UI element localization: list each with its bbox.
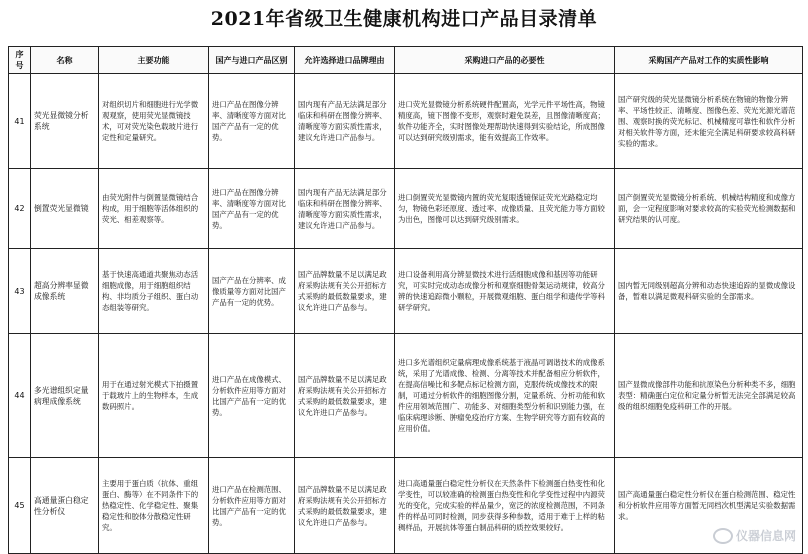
page-title: 2021年省级卫生健康机构进口产品目录清单 bbox=[210, 8, 598, 30]
product-name: 倒置荧光显微镜 bbox=[31, 169, 99, 249]
header-difference: 国产与进口产品区别 bbox=[209, 47, 295, 74]
domestic-impact: 国产倒置荧光显微镜分析系统、机械结构精度和成像方面，会一定程度影响对要求较高的实验荧光检测数据和研究结果的认可度。 bbox=[615, 169, 803, 249]
table-row bbox=[9, 74, 803, 169]
watermark bbox=[713, 527, 796, 544]
main-function: 基于快速高通道共聚焦动态活细胞成像，用于细胞组织结构、非均质分子组织、蛋白动态组装等研究。 bbox=[99, 249, 209, 334]
row-number: 45 bbox=[9, 458, 31, 554]
import-necessity: 进口荧光显微镜分析系统硬件配置高，光学元件平场性高，物镜精度高，镜下图像不变形，观察时避免误差，且图像清晰度高；软件功能齐全，实时图像处理帮助快速得到实验结论，所成图像可以达到研究级别需求，能有效提高工作效率。 bbox=[395, 74, 615, 169]
header-function: 主要功能 bbox=[99, 47, 209, 74]
header-name: 名称 bbox=[31, 47, 99, 74]
row-number: 42 bbox=[9, 169, 31, 249]
main-function: 对组织切片和细胞进行光学微观观察，使用荧光显微镜技术，可对荧光染色载玻片进行定性和定量研究。 bbox=[99, 74, 209, 169]
main-function: 用于在通过射光模式下拍摄置于载玻片上的生物样本，生成数码照片。 bbox=[99, 334, 209, 458]
watermark-text: 仪器信息网 bbox=[735, 529, 796, 543]
main-function: 主要用于蛋白质（抗体、重组蛋白、酶等）在不同条件下的热稳定性、化学稳定性、聚集稳定性和胶体分散稳定性研究。 bbox=[99, 458, 209, 554]
product-catalog-table bbox=[8, 46, 803, 554]
table-row bbox=[9, 169, 803, 249]
table-row bbox=[9, 458, 803, 554]
row-number: 41 bbox=[9, 74, 31, 169]
import-reason: 国产品牌数量不足以满足政府采购法规有关公开招标方式采购的最低数量要求，建议允许进口产品参与。 bbox=[295, 249, 395, 334]
import-reason: 国内现有产品无法满足部分临床和科研在图像分辨率、清晰度等方面实质性需求，建议允许进口产品参与。 bbox=[295, 74, 395, 169]
row-number: 44 bbox=[9, 334, 31, 458]
import-reason: 国产品牌数量不足以满足政府采购法规有关公开招标方式采购的最低数量要求，建议允许进口产品参与。 bbox=[295, 334, 395, 458]
import-reason: 国产品牌数量不足以满足政府采购法规有关公开招标方式采购的最低数量要求，建议允许进口产品参与。 bbox=[295, 458, 395, 554]
import-necessity: 进口设备利用高分辨显微技术进行活细胞成像和基因等功能研究，可实时完成动态成像分析和观察细胞骨架运动规律，较高分辨的快速追踪微小颗粒，开展微观细胞、蛋白组学和遗传学等科研学研究。 bbox=[395, 249, 615, 334]
table-row bbox=[9, 249, 803, 334]
domestic-impact: 国产研究级的荧光显微镜分析系统在物镜的物像分辨率、平场性较正、清晰度、图像色差、荧光光源光谱范围、观察时换的荧光标记、机械精度可靠性和软件分析对相关软件等方面，还未能完全满足科研要求较高科研实验的需求。 bbox=[615, 74, 803, 169]
header-no: 序号 bbox=[9, 47, 31, 74]
product-difference: 国产产品在分辨率、成像质量等方面对比国产产品有一定的优势。 bbox=[209, 249, 295, 334]
header-reason: 允许选择进口品牌理由 bbox=[295, 47, 395, 74]
product-name: 超高分辨率显微成像系统 bbox=[31, 249, 99, 334]
row-number: 43 bbox=[9, 249, 31, 334]
import-necessity: 进口多光谱组织定量病理成像系统基于液晶可调谐技术的成像系统，采用了光谱成像、检测、分离等技术并配备相应分析软件，在提高信噪比和多靶点标记检测方面，克服传统成像技术的限制，可通过分析软件的细胞图像分割，定量系统、分析功能和软件应用领域范围广、功能多、对细胞类型分析和识别能力强，在临床病理诊断、肿瘤免疫治疗方案、生物学研究等方面有较高的应用价值。 bbox=[395, 334, 615, 458]
domestic-impact: 国内暂无同级别超高分辨和动态快速追踪的显微成像设备，暂难以满足微观科研实验的全部需求。 bbox=[615, 249, 803, 334]
watermark-logo-icon bbox=[713, 528, 733, 544]
import-necessity: 进口倒置荧光显微镜内置的荧光复眼透镜保证荧光光路稳定均匀，物镜色彩还原度、透过率、成像质量、且荧光能力等方面较为出色，图像可以达到研究级别需求。 bbox=[395, 169, 615, 249]
product-difference: 进口产品在图像分辨率、清晰度等方面对比国产产品有一定的优势。 bbox=[209, 74, 295, 169]
domestic-impact: 国产显微成像部件功能和抗原染色分析种类不多，细胞表型：精确蛋白定位和定量分析暂无法完全部满足较高级的组织细胞免疫科研工作的开展。 bbox=[615, 334, 803, 458]
product-difference: 进口产品在成像模式、分析软件应用等方面对比国产产品有一定的优势。 bbox=[209, 334, 295, 458]
import-necessity: 进口高通量蛋白稳定性分析仪在天然条件下检测蛋白热变性和化学变性，可以较准确的检测蛋白热变性和化学变性过程中内源荧光的变化，完成实验的样品量少，宽泛的浓度检测范围，不同条件的样品可同时检测，同步获得多种参数，适用于难于上样的粘稠样品，开展抗体等蛋白制品科研的质控效果较好。 bbox=[395, 458, 615, 554]
product-name: 多光谱组织定量病理成像系统 bbox=[31, 334, 99, 458]
product-difference: 进口产品在检测范围、分析软件应用等方面对比国产产品有一定的优势。 bbox=[209, 458, 295, 554]
product-difference: 进口产品在图像分辨率、清晰度等方面对比国产产品有一定的优势。 bbox=[209, 169, 295, 249]
header-impact: 采购国产产品对工作的实质性影响 bbox=[615, 47, 803, 74]
table-header-row bbox=[9, 47, 803, 74]
import-reason: 国内现有产品无法满足部分临床和科研在图像分辨率、清晰度等方面实质性需求，建议允许进口产品参与。 bbox=[295, 169, 395, 249]
table-row bbox=[9, 334, 803, 458]
header-necessity: 采购进口产品的必要性 bbox=[395, 47, 615, 74]
main-function: 由荧光附件与倒置显微镜结合构成，用于细胞等活体组织的荧光、相差观察等。 bbox=[99, 169, 209, 249]
product-name: 荧光显微镜分析系统 bbox=[31, 74, 99, 169]
domestic-impact: 国产高通量蛋白稳定性分析仪在蛋白检测范围、稳定性和分析软件应用等方面暂无同档次机型满足实验数据需求。 bbox=[615, 458, 803, 554]
product-name: 高通量蛋白稳定性分析仪 bbox=[31, 458, 99, 554]
